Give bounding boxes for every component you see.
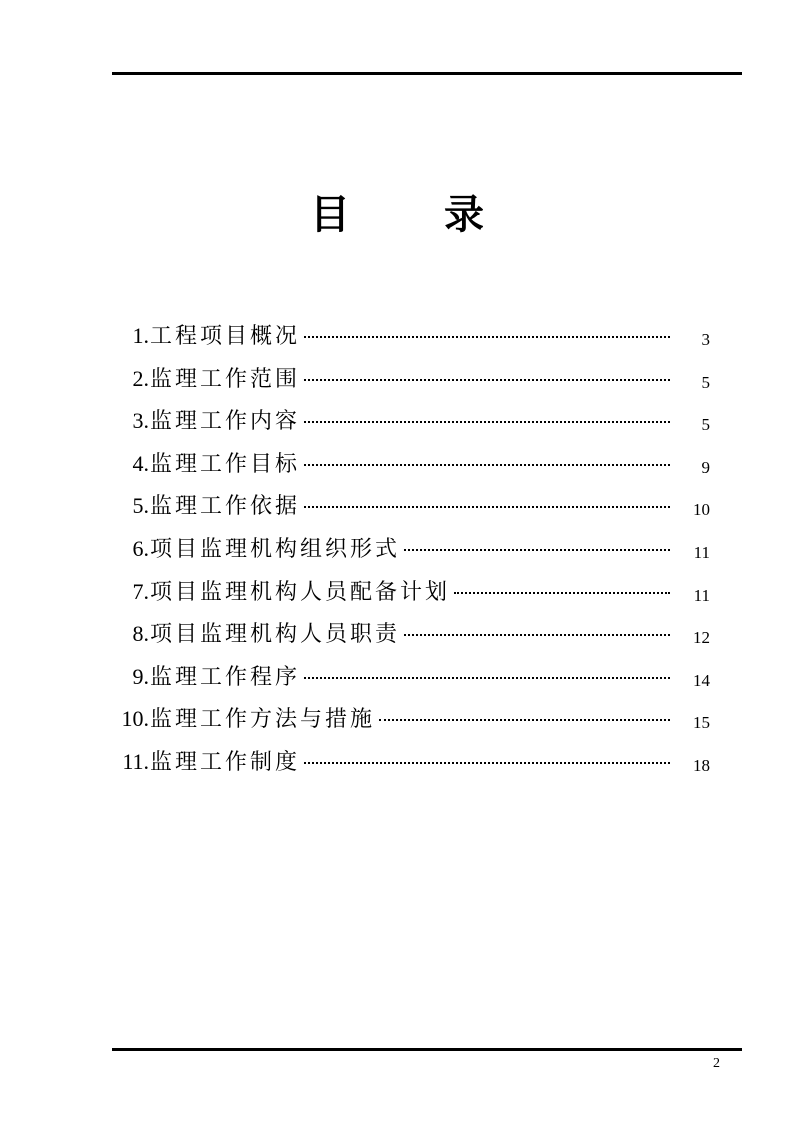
toc-leader-dots <box>304 378 670 381</box>
toc-entry[interactable] <box>110 741 710 784</box>
toc-entry-title: 工程项目概况 <box>150 324 301 349</box>
toc-entry-number: 2. <box>132 365 149 391</box>
toc-entry-page: 11 <box>693 585 710 605</box>
toc-entry-title: 监理工作目标 <box>150 451 301 477</box>
toc-entry-page: 18 <box>693 755 710 775</box>
table-of-contents <box>110 315 710 784</box>
toc-entry-page: 5 <box>701 415 710 435</box>
toc-leader-dots <box>404 633 670 636</box>
toc-entry[interactable] <box>110 528 710 571</box>
footer-rule <box>112 1048 742 1051</box>
toc-leader-dots <box>454 591 670 594</box>
toc-entry[interactable] <box>110 358 710 401</box>
toc-entry-page: 15 <box>693 713 710 733</box>
toc-title: 目 录 <box>310 192 524 238</box>
toc-entry[interactable] <box>110 400 710 443</box>
toc-entry[interactable] <box>110 613 710 656</box>
toc-entry-title: 项目监理机构组织形式 <box>150 536 401 562</box>
toc-leader-dots <box>379 718 670 721</box>
toc-entry-number: 3. <box>132 408 149 434</box>
toc-entry-number: 5. <box>132 493 149 519</box>
toc-entry-number: 1. <box>132 323 149 348</box>
toc-entry-title: 项目监理机构人员职责 <box>150 622 401 648</box>
header-rule <box>112 72 742 75</box>
toc-entry-page: 12 <box>693 628 710 648</box>
toc-leader-dots <box>304 463 670 466</box>
toc-entry-number: 8. <box>132 621 149 647</box>
toc-entry[interactable] <box>110 315 710 358</box>
toc-entry-number: 4. <box>132 450 149 476</box>
page-number: 2 <box>713 1056 720 1071</box>
toc-entry[interactable] <box>110 571 710 614</box>
toc-leader-dots <box>304 505 670 508</box>
toc-leader-dots <box>304 676 670 679</box>
toc-entry-title: 监理工作方法与措施 <box>150 707 376 733</box>
toc-leader-dots <box>404 548 670 551</box>
toc-entry-number: 6. <box>132 535 149 561</box>
toc-entry-title: 监理工作内容 <box>150 409 301 435</box>
toc-entry-page: 14 <box>693 670 710 690</box>
toc-entry-page: 3 <box>701 330 710 349</box>
toc-entry[interactable] <box>110 698 710 741</box>
toc-entry-title: 监理工作制度 <box>150 749 301 775</box>
toc-entry-title: 监理工作依据 <box>150 494 301 520</box>
toc-leader-dots <box>304 335 670 338</box>
toc-entry[interactable] <box>110 485 710 528</box>
toc-entry-number: 7. <box>132 578 149 604</box>
toc-entry-title: 监理工作程序 <box>150 664 301 690</box>
toc-entry-page: 9 <box>701 457 710 477</box>
toc-entry-page: 5 <box>701 372 710 392</box>
toc-entry-page: 10 <box>693 500 710 520</box>
toc-entry-number: 10. <box>121 706 149 732</box>
toc-entry-title: 项目监理机构人员配备计划 <box>150 579 451 605</box>
toc-entry-page: 11 <box>693 542 710 562</box>
toc-entry[interactable] <box>110 443 710 486</box>
toc-entry-number: 11. <box>122 748 149 774</box>
toc-leader-dots <box>304 420 670 423</box>
toc-entry[interactable] <box>110 656 710 699</box>
toc-entry-title: 监理工作范围 <box>150 366 301 392</box>
toc-leader-dots <box>304 761 670 764</box>
toc-entry-number: 9. <box>132 663 149 689</box>
